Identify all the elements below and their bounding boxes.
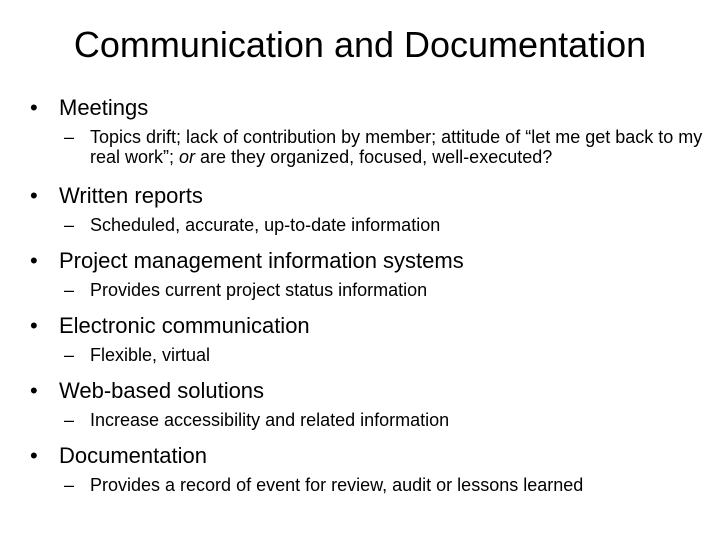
bullet-documentation: [0, 441, 720, 471]
sub-bullet-documentation: [0, 475, 720, 495]
list-item: [0, 311, 720, 365]
sub-bullet-text: [90, 215, 715, 235]
bullet-label: Meetings: [59, 95, 149, 120]
sub-bullet-pmis: [0, 280, 720, 300]
bullet-pmis: [0, 246, 720, 276]
bullet-label: Web-based solutions: [59, 378, 265, 403]
sub-text-before: Provides current project status information: [90, 280, 428, 300]
bullet-icon: •: [30, 183, 38, 208]
sub-text-before: Increase accessibility and related information: [90, 410, 450, 430]
sub-bullet-text: [90, 410, 715, 430]
sub-text-before: Flexible, virtual: [90, 345, 211, 365]
bullet-label: Electronic communication: [59, 313, 310, 338]
sub-bullet-text: [90, 280, 715, 300]
sub-bullet-web-based-solutions: [0, 410, 720, 430]
sub-text-before: Scheduled, accurate, up-to-date information: [90, 215, 441, 235]
sub-text-before: Topics drift; lack of contribution by member; attitude of “let me get back to my real work”;: [90, 127, 703, 167]
sub-bullet-meetings: [0, 127, 720, 167]
bullet-label: Documentation: [59, 443, 207, 468]
bullet-written-reports: [0, 181, 720, 211]
sub-bullet-electronic-communication: [0, 345, 720, 365]
bullet-icon: •: [30, 313, 38, 338]
bullet-icon: •: [30, 248, 38, 273]
dash-icon: –: [64, 215, 75, 235]
sub-bullet-text: [90, 345, 715, 365]
sub-text-before: Provides a record of event for review, audit or lessons learned: [90, 475, 584, 495]
list-item: [0, 246, 720, 300]
sub-bullet-written-reports: [0, 215, 720, 235]
bullet-electronic-communication: [0, 311, 720, 341]
bullet-web-based-solutions: [0, 376, 720, 406]
bullet-icon: •: [30, 443, 38, 468]
list-item: [0, 181, 720, 235]
bullet-icon: •: [30, 378, 38, 403]
list-item: [0, 376, 720, 430]
sub-bullet-text: [90, 127, 715, 167]
dash-icon: –: [64, 345, 75, 365]
list-item: [0, 441, 720, 495]
bullet-meetings: [0, 93, 720, 123]
sub-bullet-text: [90, 475, 715, 495]
dash-icon: –: [64, 280, 75, 300]
dash-icon: –: [64, 127, 75, 147]
bullet-label: Project management information systems: [59, 248, 464, 273]
slide-title: Communication and Documentation: [73, 24, 647, 65]
bullet-icon: •: [30, 95, 38, 120]
dash-icon: –: [64, 475, 75, 495]
bullet-label: Written reports: [59, 183, 203, 208]
sub-text-emphasis: or: [179, 147, 196, 167]
list-item: [0, 93, 720, 167]
sub-text-after: are they organized, focused, well-executed?: [195, 147, 553, 167]
dash-icon: –: [64, 410, 75, 430]
